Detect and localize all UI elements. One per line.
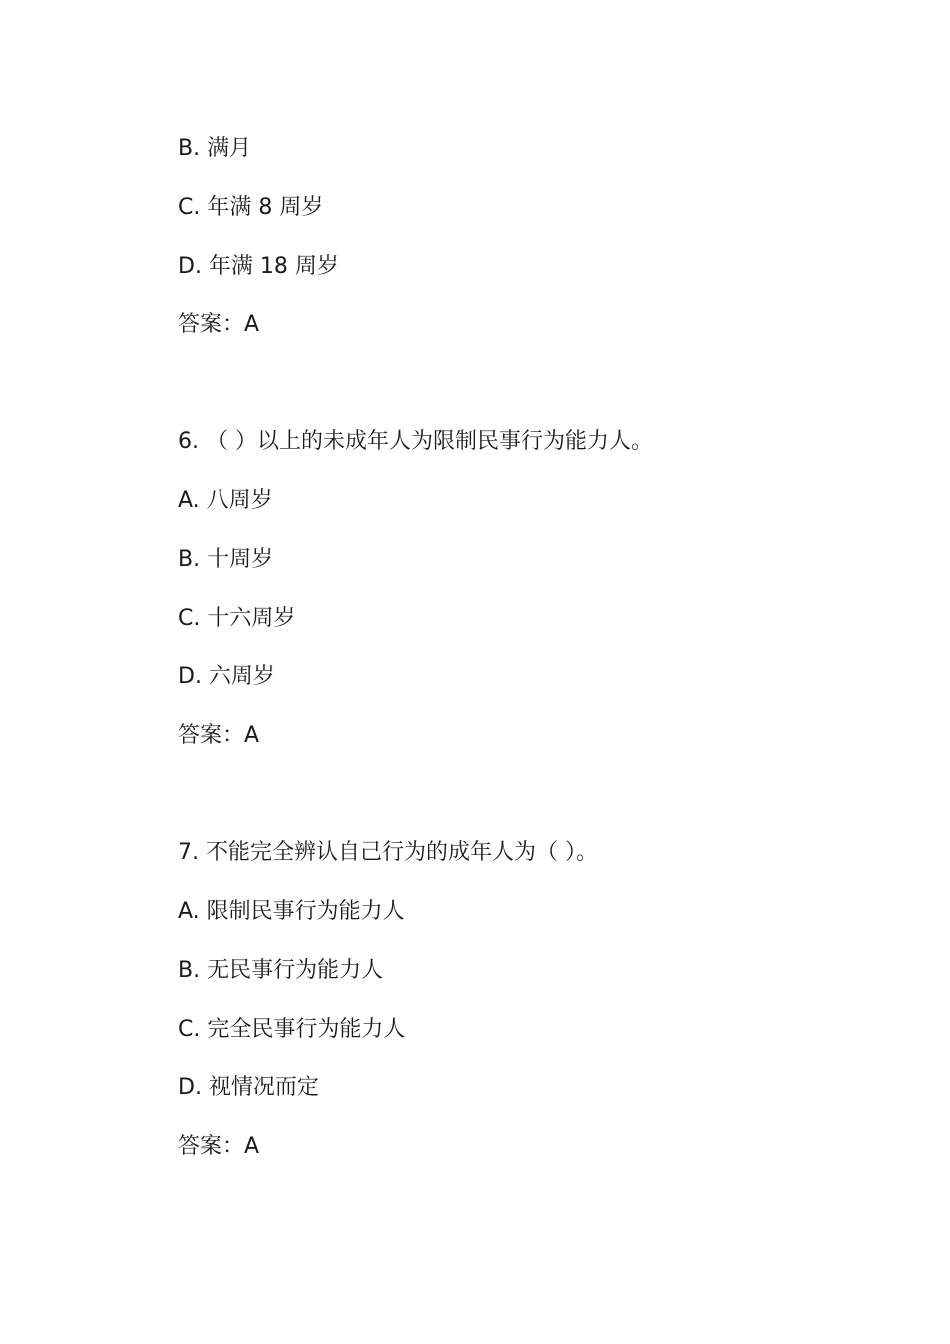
- q7-answer: 答案：A: [178, 1134, 260, 1159]
- q7-option-d: D. 视情况而定: [178, 1075, 319, 1100]
- q5-option-c: C. 年满 8 周岁: [178, 195, 324, 220]
- q6-option-c: C. 十六周岁: [178, 606, 296, 631]
- q6-option-b: B. 十周岁: [178, 547, 274, 572]
- q6-option-a: A. 八周岁: [178, 488, 273, 513]
- q6-question: 6. （ ）以上的未成年人为限制民事行为能力人。: [178, 429, 653, 454]
- q5-option-b: B. 满月: [178, 136, 252, 161]
- q6-answer: 答案：A: [178, 723, 260, 748]
- q5-option-d: D. 年满 18 周岁: [178, 254, 339, 279]
- q5-answer: 答案：A: [178, 312, 260, 337]
- q7-option-a: A. 限制民事行为能力人: [178, 899, 405, 924]
- q7-option-c: C. 完全民事行为能力人: [178, 1017, 406, 1042]
- q6-option-d: D. 六周岁: [178, 664, 275, 689]
- q7-question: 7. 不能完全辨认自己行为的成年人为（ ）。: [178, 840, 598, 865]
- q7-option-b: B. 无民事行为能力人: [178, 958, 384, 983]
